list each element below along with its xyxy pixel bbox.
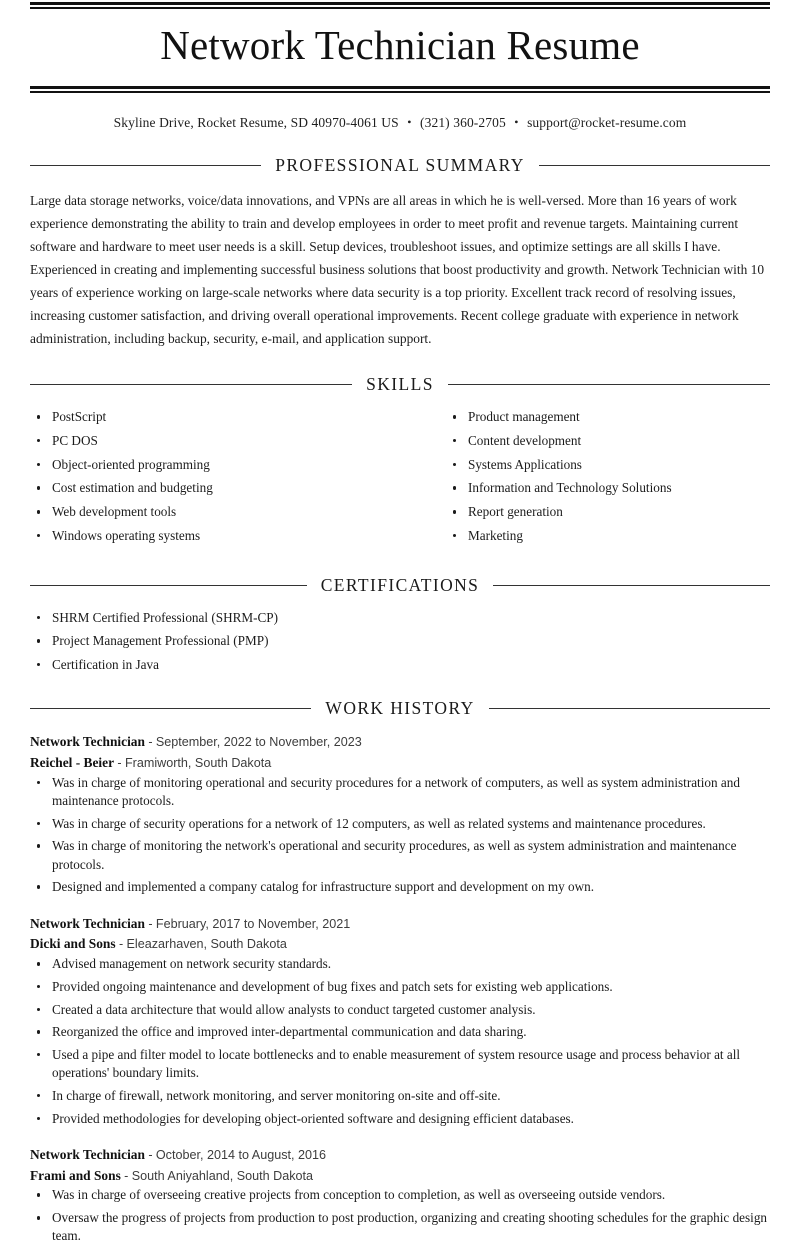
heading-rule-left	[30, 384, 352, 385]
list-item: Advised management on network security standards.	[30, 955, 770, 973]
section-skills	[0, 374, 800, 550]
job-title-line	[30, 914, 770, 935]
section-title-certifications: CERTIFICATIONS	[320, 574, 480, 595]
list-item: Windows operating systems	[30, 527, 400, 545]
job-employer: Frami and Sons	[30, 1167, 121, 1183]
contact-address: Skyline Drive, Rocket Resume, SD 40970-4061 US	[113, 115, 399, 130]
job-employer-line	[30, 1166, 770, 1187]
list-item: Was in charge of monitoring the network's operational and security procedures, as well as system administration and maintenance protocols.	[30, 837, 770, 873]
list-item: Was in charge of monitoring operational and security procedures for a network of computers, as well as system administration and maintenance protocols.	[30, 774, 770, 810]
section-title-skills: SKILLS	[366, 374, 434, 395]
list-item: PostScript	[30, 408, 400, 426]
page-title: Network Technician Resume	[160, 22, 640, 68]
work-history-entry	[30, 732, 770, 896]
list-item: Cost estimation and budgeting	[30, 479, 400, 497]
list-item: SHRM Certified Professional (SHRM-CP)	[30, 609, 770, 627]
section-work-history	[0, 698, 800, 1245]
certifications-list	[30, 609, 770, 675]
heading-rule-right	[539, 165, 770, 166]
list-item: Object-oriented programming	[30, 456, 400, 474]
job-title: Network Technician	[30, 734, 145, 750]
list-item: Oversaw the progress of projects from production to post production, organizing and creating shooting schedules for the graphic design team.	[30, 1209, 770, 1245]
section-heading-summary	[30, 155, 770, 176]
list-item: In charge of firewall, network monitoring, and server monitoring on-site and off-site.	[30, 1087, 770, 1105]
list-item: Created a data architecture that would allow analysts to conduct targeted customer analysis.	[30, 1001, 770, 1019]
list-item: Was in charge of overseeing creative projects from conception to completion, as well as overseeing outside vendors.	[30, 1186, 770, 1204]
contact-phone: (321) 360-2705	[420, 115, 506, 130]
job-employer-line	[30, 753, 770, 774]
heading-rule-right	[493, 585, 770, 586]
job-location: Framiworth, South Dakota	[124, 756, 272, 771]
list-item: Web development tools	[30, 503, 400, 521]
list-item: Marketing	[446, 527, 770, 545]
list-item: Reorganized the office and improved inter-departmental communication and data sharing.	[30, 1023, 770, 1041]
job-title-dash: -	[148, 735, 153, 750]
heading-rule-left	[30, 708, 311, 709]
section-heading-work-history	[30, 698, 770, 719]
work-history-entry	[30, 1145, 770, 1246]
job-dates: October, 2014 to August, 2016	[155, 1147, 327, 1162]
job-bullet-list	[30, 774, 770, 897]
job-location: South Aniyahland, South Dakota	[131, 1168, 314, 1183]
top-double-rule	[30, 0, 770, 9]
job-title: Network Technician	[30, 915, 145, 931]
contact-separator-1: •	[407, 115, 412, 129]
summary-paragraph: Large data storage networks, voice/data innovations, and VPNs are all areas in which he is well-versed. More than 16 years of work experience demonstrating the ability to train and develop employees in order to meet profit and revenue targets. Maintaining current software and hardware to meet user needs is a skill. Setup devices, troubleshoot issues, and optimize settings are all skills I have. Experienced in creating and implementing successful business solutions that boost productivity and growth. Network Technician with 10 years of experience working on large-scale networks where data security is a top priority. Excellent track record of resolving issues, increasing customer satisfaction, and driving overall operational improvements. Recent college graduate with experience in network administration, including backup, security, e-mail, and application support.	[30, 193, 765, 347]
list-item: Certification in Java	[30, 656, 770, 674]
list-item: Project Management Professional (PMP)	[30, 632, 770, 650]
list-item: Provided ongoing maintenance and development of bug fixes and patch sets for existing web applications.	[30, 978, 770, 996]
job-employer-dash: -	[124, 1168, 129, 1183]
list-item: Systems Applications	[446, 456, 770, 474]
list-item: Report generation	[446, 503, 770, 521]
job-location: Eleazarhaven, South Dakota	[126, 937, 287, 952]
list-item: Provided methodologies for developing object-oriented software and designing efficient databases.	[30, 1110, 770, 1128]
contact-email[interactable]: support@rocket-resume.com	[527, 115, 687, 130]
section-title-summary: PROFESSIONAL SUMMARY	[275, 155, 525, 175]
job-title-line	[30, 732, 770, 753]
section-professional-summary	[0, 155, 800, 350]
job-title-line	[30, 1145, 770, 1166]
work-history-entry	[30, 914, 770, 1128]
title-bottom-double-rule	[30, 84, 770, 93]
section-certifications	[0, 575, 800, 675]
skills-list-right	[446, 408, 770, 545]
job-employer: Reichel - Beier	[30, 755, 115, 771]
job-dates: September, 2022 to November, 2023	[155, 735, 362, 750]
list-item: Information and Technology Solutions	[446, 479, 770, 497]
skills-list-left	[30, 408, 400, 545]
list-item: PC DOS	[30, 432, 400, 450]
list-item: Used a pipe and filter model to locate bottlenecks and to enable measurement of system resource usage and process behavior at all operations' boundary limits.	[30, 1046, 770, 1082]
section-heading-certifications	[30, 575, 770, 596]
job-title-dash: -	[148, 1147, 153, 1162]
job-title-dash: -	[148, 916, 153, 931]
section-heading-skills	[30, 374, 770, 395]
job-employer: Dicki and Sons	[30, 936, 116, 952]
job-employer-dash: -	[118, 937, 124, 952]
job-title: Network Technician	[30, 1146, 145, 1162]
contact-line	[30, 93, 770, 131]
heading-rule-left	[30, 585, 307, 586]
document-header	[0, 0, 800, 131]
skills-column-right	[400, 408, 770, 550]
skills-column-left	[30, 408, 400, 550]
heading-rule-right	[448, 384, 770, 385]
job-dates: February, 2017 to November, 2021	[155, 916, 351, 931]
heading-rule-left	[30, 165, 261, 166]
list-item: Designed and implemented a company catalog for infrastructure support and development on my own.	[30, 878, 770, 896]
job-bullet-list	[30, 1186, 770, 1245]
skills-columns	[30, 408, 770, 550]
list-item: Content development	[446, 432, 770, 450]
list-item: Was in charge of security operations for a network of 12 computers, as well as related systems and maintenance procedures.	[30, 815, 770, 833]
job-employer-dash: -	[117, 756, 122, 771]
job-employer-line	[30, 934, 770, 955]
contact-separator-2: •	[514, 115, 519, 129]
heading-rule-right	[489, 708, 770, 709]
section-title-work-history: WORK HISTORY	[325, 698, 475, 719]
list-item: Product management	[446, 408, 770, 426]
job-bullet-list	[30, 955, 770, 1128]
